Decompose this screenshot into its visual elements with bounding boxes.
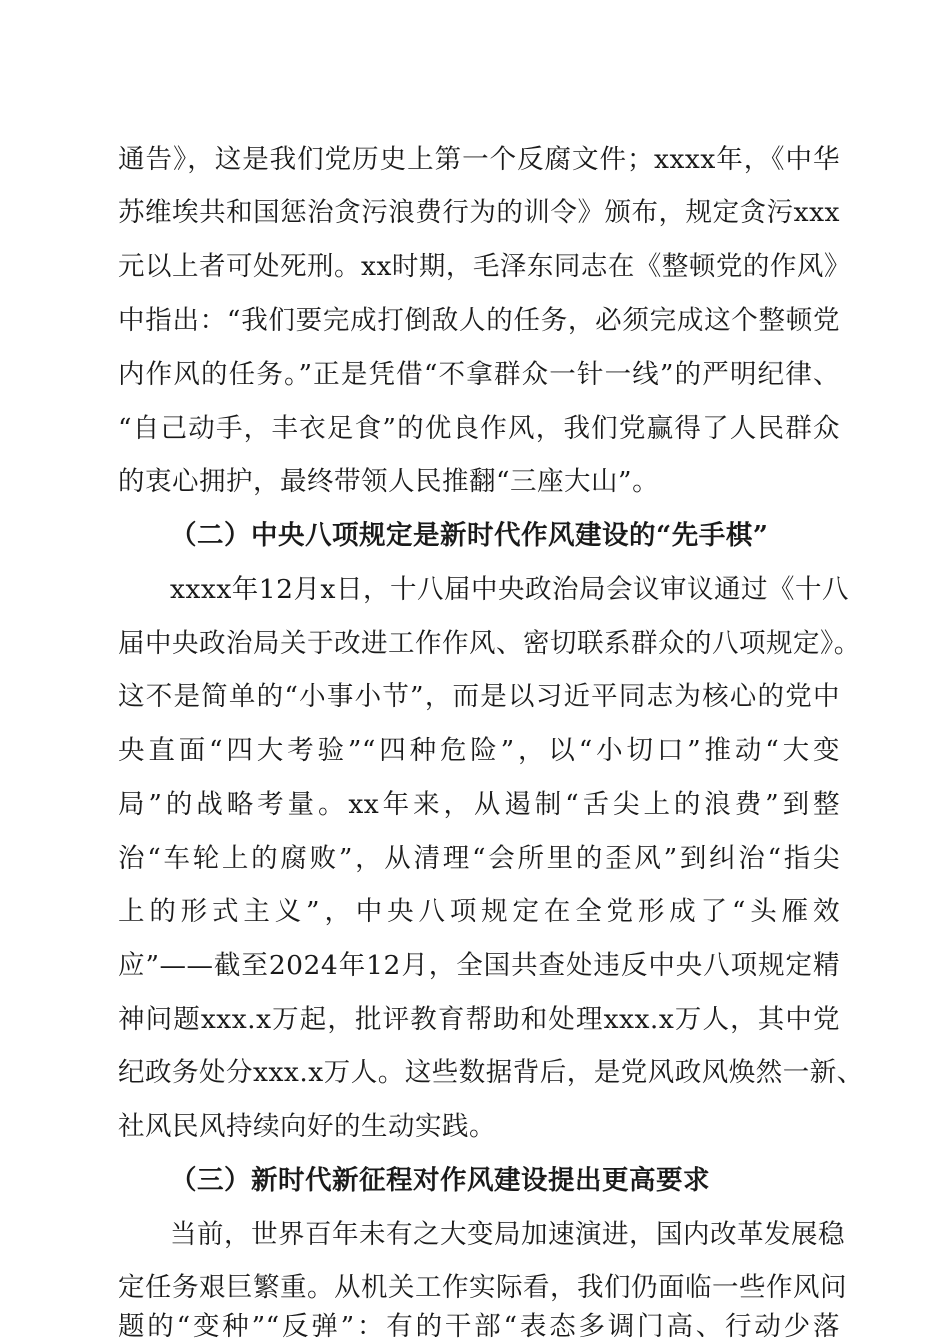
body-text-line: 的衷心拥护，最终带领人民推翻“三座大山”。 [118, 466, 660, 497]
body-text-line: “自己动手，丰衣足食”的优良作风，我们党赢得了人民群众 [118, 413, 840, 444]
body-text-line: 内作风的任务。”正是凭借“不拿群众一针一线”的严明纪律、 [118, 359, 840, 390]
body-text-line: 中指出：“我们要完成打倒敌人的任务，必须完成这个整顿党 [118, 305, 840, 336]
body-text-line: 通告》，这是我们党历史上第一个反腐文件；xxxx年，《中华 [118, 144, 840, 175]
body-text-line: 当前，世界百年未有之大变局加速演进，国内改革发展稳 [170, 1219, 845, 1250]
body-text-line: 这不是简单的“小事小节”，而是以习近平同志为核心的党中 [118, 681, 840, 712]
body-text-line: 题的“变种”“反弹”：有的干部“表态多调门高、行动少落 [118, 1311, 840, 1342]
body-text-line: 上的形式主义”，中央八项规定在全党形成了“头雁效 [118, 896, 840, 927]
body-text-line: 届中央政治局关于改进工作作风、密切联系群众的八项规定》。 [118, 628, 861, 659]
body-text-line: xxxx年12月x日，十八届中央政治局会议审议通过《十八 [170, 574, 849, 605]
body-text-line: 元以上者可处死刑。xx时期，毛泽东同志在《整顿党的作风》 [118, 251, 851, 282]
section-heading-3: （三）新时代新征程对作风建设提出更高要求 [170, 1165, 710, 1196]
body-text-line: 神问题xxx.x万起，批评教育帮助和处理xxx.x万人，其中党 [118, 1004, 840, 1035]
body-text-line: 定任务艰巨繁重。从机关工作实际看，我们仍面临一些作风问 [118, 1272, 847, 1303]
body-text-line: 社风民风持续向好的生动实践。 [118, 1111, 496, 1142]
body-text-line: 央直面“四大考验”“四种危险”，以“小切口”推动“大变 [118, 735, 840, 766]
body-text-line: 局”的战略考量。xx年来，从遏制“舌尖上的浪费”到整 [118, 789, 840, 820]
body-text-line: 苏维埃共和国惩治贪污浪费行为的训令》颁布，规定贪污xxx [118, 197, 840, 228]
body-text-line: 应”——截至2024年12月，全国共查处违反中央八项规定精 [118, 950, 840, 981]
body-text-line: 纪政务处分xxx.x万人。这些数据背后，是党风政风焕然一新、 [118, 1057, 864, 1088]
section-heading-2: （二）中央八项规定是新时代作风建设的“先手棋” [170, 520, 769, 551]
body-text-line: 治“车轮上的腐败”，从清理“会所里的歪风”到纠治“指尖 [118, 843, 840, 874]
